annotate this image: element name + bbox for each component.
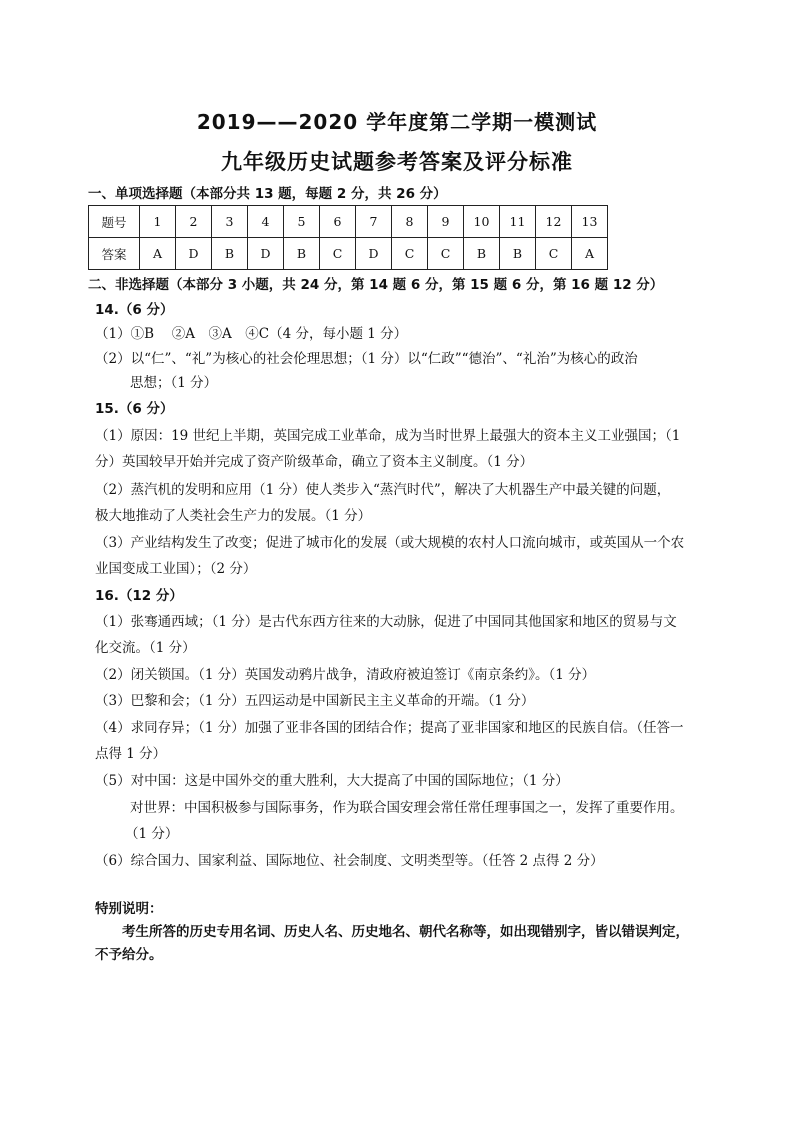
q16-line: 化交流。（1 分）	[95, 640, 196, 656]
q15-line: 分）英国较早开始并完成了资产阶级革命，确立了资本主义制度。（1 分）	[95, 454, 534, 470]
q16-line: （2）闭关锁国。（1 分）英国发动鸦片战争，清政府被迫签订《南京条约》。（1 分）	[95, 667, 596, 683]
row-label: 答案	[89, 238, 140, 270]
answer-row	[89, 238, 608, 270]
table-cell: 13	[572, 206, 608, 238]
question-number-row	[89, 206, 608, 238]
q16-line: （1）张骞通西域；（1 分）是古代东西方往来的大动脉，促进了中国同其他国家和地区的贸易与文	[95, 614, 677, 630]
q16-line: 对世界：中国积极参与国际事务，作为联合国安理会常任常任理事国之一，发挥了重要作用。	[130, 800, 684, 816]
table-cell: A	[140, 238, 176, 270]
q16-line: （1 分）	[125, 826, 179, 842]
table-cell: 12	[536, 206, 572, 238]
q15-heading: 15.（6 分）	[95, 401, 174, 417]
table-cell: B	[284, 238, 320, 270]
q15-line: 业国变成工业国）；（2 分）	[95, 561, 257, 577]
table-cell: C	[320, 238, 356, 270]
table-cell: 7	[356, 206, 392, 238]
table-cell: 9	[428, 206, 464, 238]
note-line: 考生所答的历史专用名词、历史人名、历史地名、朝代名称等，如出现错别字，皆以错误判定，	[122, 924, 689, 940]
table-cell: C	[428, 238, 464, 270]
exam-title: 2019——2020 学年度第二学期一模测试	[196, 110, 598, 134]
q16-line: （3）巴黎和会；（1 分）五四运动是中国新民主主义革命的开端。（1 分）	[95, 693, 535, 709]
row-label: 题号	[89, 206, 140, 238]
section2-heading: 二、非选择题（本部分 3 小题，共 24 分，第 14 题 6 分，第 15 题 6 分，第 16 题 12 分）	[88, 277, 664, 293]
q14-line: （2）以“仁”、“礼”为核心的社会伦理思想；（1 分）以“仁政”“德治”、“礼治”为核心的政治	[95, 351, 638, 367]
q14-heading: 14.（6 分）	[95, 302, 174, 318]
q15-line: 极大地推动了人类社会生产力的发展。（1 分）	[95, 508, 372, 524]
note-line: 不予给分。	[95, 947, 163, 963]
q16-heading: 16.（12 分）	[95, 588, 183, 604]
table-cell: B	[500, 238, 536, 270]
note-heading: 特别说明：	[95, 901, 163, 917]
table-cell: 8	[392, 206, 428, 238]
table-cell: B	[464, 238, 500, 270]
table-cell: D	[248, 238, 284, 270]
exam-subtitle: 九年级历史试题参考答案及评分标准	[221, 150, 573, 174]
table-cell: 1	[140, 206, 176, 238]
table-cell: B	[212, 238, 248, 270]
q16-line: （6）综合国力、国家利益、国际地位、社会制度、文明类型等。（任答 2 点得 2 分）	[95, 853, 604, 869]
table-cell: 2	[176, 206, 212, 238]
q16-line: 点得 1 分）	[95, 746, 167, 762]
q14-line: 思想；（1 分）	[130, 375, 218, 391]
answer-table	[88, 205, 608, 270]
table-cell: 11	[500, 206, 536, 238]
q14-line: （1）①B ②A ③A ④C（4 分，每小题 1 分）	[95, 326, 408, 342]
table-cell: 5	[284, 206, 320, 238]
table-cell: 6	[320, 206, 356, 238]
table-cell: D	[176, 238, 212, 270]
table-cell: C	[392, 238, 428, 270]
table-cell: 10	[464, 206, 500, 238]
table-cell: C	[536, 238, 572, 270]
section1-heading: 一、单项选择题（本部分共 13 题，每题 2 分，共 26 分）	[88, 186, 447, 202]
q15-line: （1）原因：19 世纪上半期，英国完成工业革命，成为当时世界上最强大的资本主义工业强国；（1	[95, 428, 681, 444]
table-cell: D	[356, 238, 392, 270]
q15-line: （3）产业结构发生了改变；促进了城市化的发展（或大规模的农村人口流向城市，或英国从一个农	[95, 535, 685, 551]
table-cell: 3	[212, 206, 248, 238]
q15-line: （2）蒸汽机的发明和应用（1 分）使人类步入“蒸汽时代”，解决了大机器生产中最关键的问题，	[95, 482, 671, 498]
table-cell: A	[572, 238, 608, 270]
q16-line: （4）求同存异；（1 分）加强了亚非各国的团结合作；提高了亚非国家和地区的民族自信。（任答一	[95, 720, 684, 736]
q16-line: （5）对中国：这是中国外交的重大胜利，大大提高了中国的国际地位；（1 分）	[95, 773, 569, 789]
table-cell: 4	[248, 206, 284, 238]
